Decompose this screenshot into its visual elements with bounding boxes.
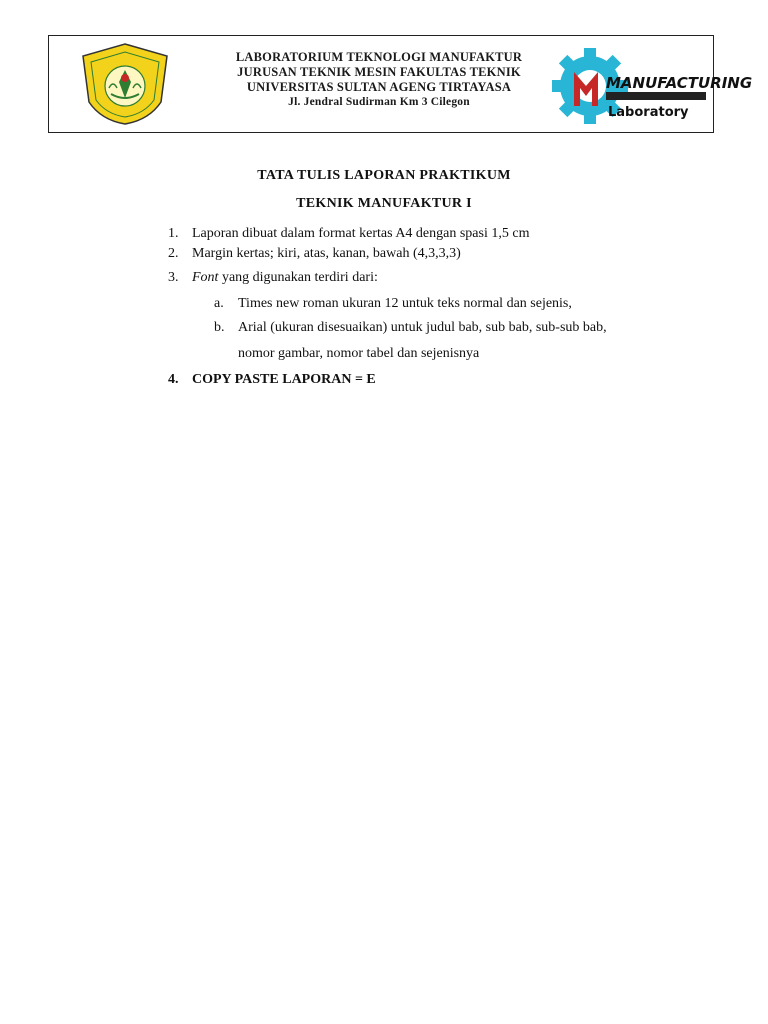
university-name: UNIVERSITAS SULTAN AGENG TIRTAYASA	[246, 80, 512, 94]
list-text: Margin kertas; kiri, atas, kanan, bawah (4,3,3,3)	[192, 246, 461, 261]
sub-list-letter: a.	[214, 296, 224, 311]
letterhead-text	[209, 50, 549, 110]
address: Jl. Jendral Sudirman Km 3 Cilegon	[288, 96, 470, 108]
letterhead	[48, 35, 753, 133]
mfg-logo-subtitle: Laboratory	[608, 105, 689, 120]
list-text: Laporan dibuat dalam format kertas A4 dengan spasi 1,5 cm	[192, 226, 530, 241]
manufacturing-lab-logo	[552, 48, 753, 124]
sub-list-text: Arial (ukuran disesuaikan) untuk judul bab, sub bab, sub-sub bab,	[238, 320, 607, 335]
sub-list-text: Times new roman ukuran 12 untuk teks normal dan sejenis,	[238, 296, 572, 311]
sub-list-text: nomor gambar, nomor tabel dan sejenisnya	[238, 346, 480, 361]
lab-name: LABORATORIUM TEKNOLOGI MANUFAKTUR	[235, 50, 523, 64]
list-number: 4.	[168, 372, 179, 387]
department-name: JURUSAN TEKNIK MESIN FAKULTAS TEKNIK	[237, 65, 521, 79]
list-text-rest: yang digunakan terdiri dari:	[218, 270, 378, 285]
list-number: 1.	[168, 226, 179, 241]
list-text: COPY PASTE LAPORAN = E	[192, 372, 376, 387]
university-logo	[79, 42, 171, 126]
sub-list-letter: b.	[214, 320, 225, 335]
list-number: 2.	[168, 246, 179, 261]
list-text	[192, 268, 378, 288]
italic-word: Font	[192, 270, 219, 285]
list-number: 3.	[168, 270, 179, 285]
document-subtitle: TEKNIK MANUFAKTUR I	[296, 196, 472, 211]
document-title: TATA TULIS LAPORAN PRAKTIKUM	[257, 168, 511, 183]
mfg-logo-title: MANUFACTURING	[606, 74, 753, 92]
